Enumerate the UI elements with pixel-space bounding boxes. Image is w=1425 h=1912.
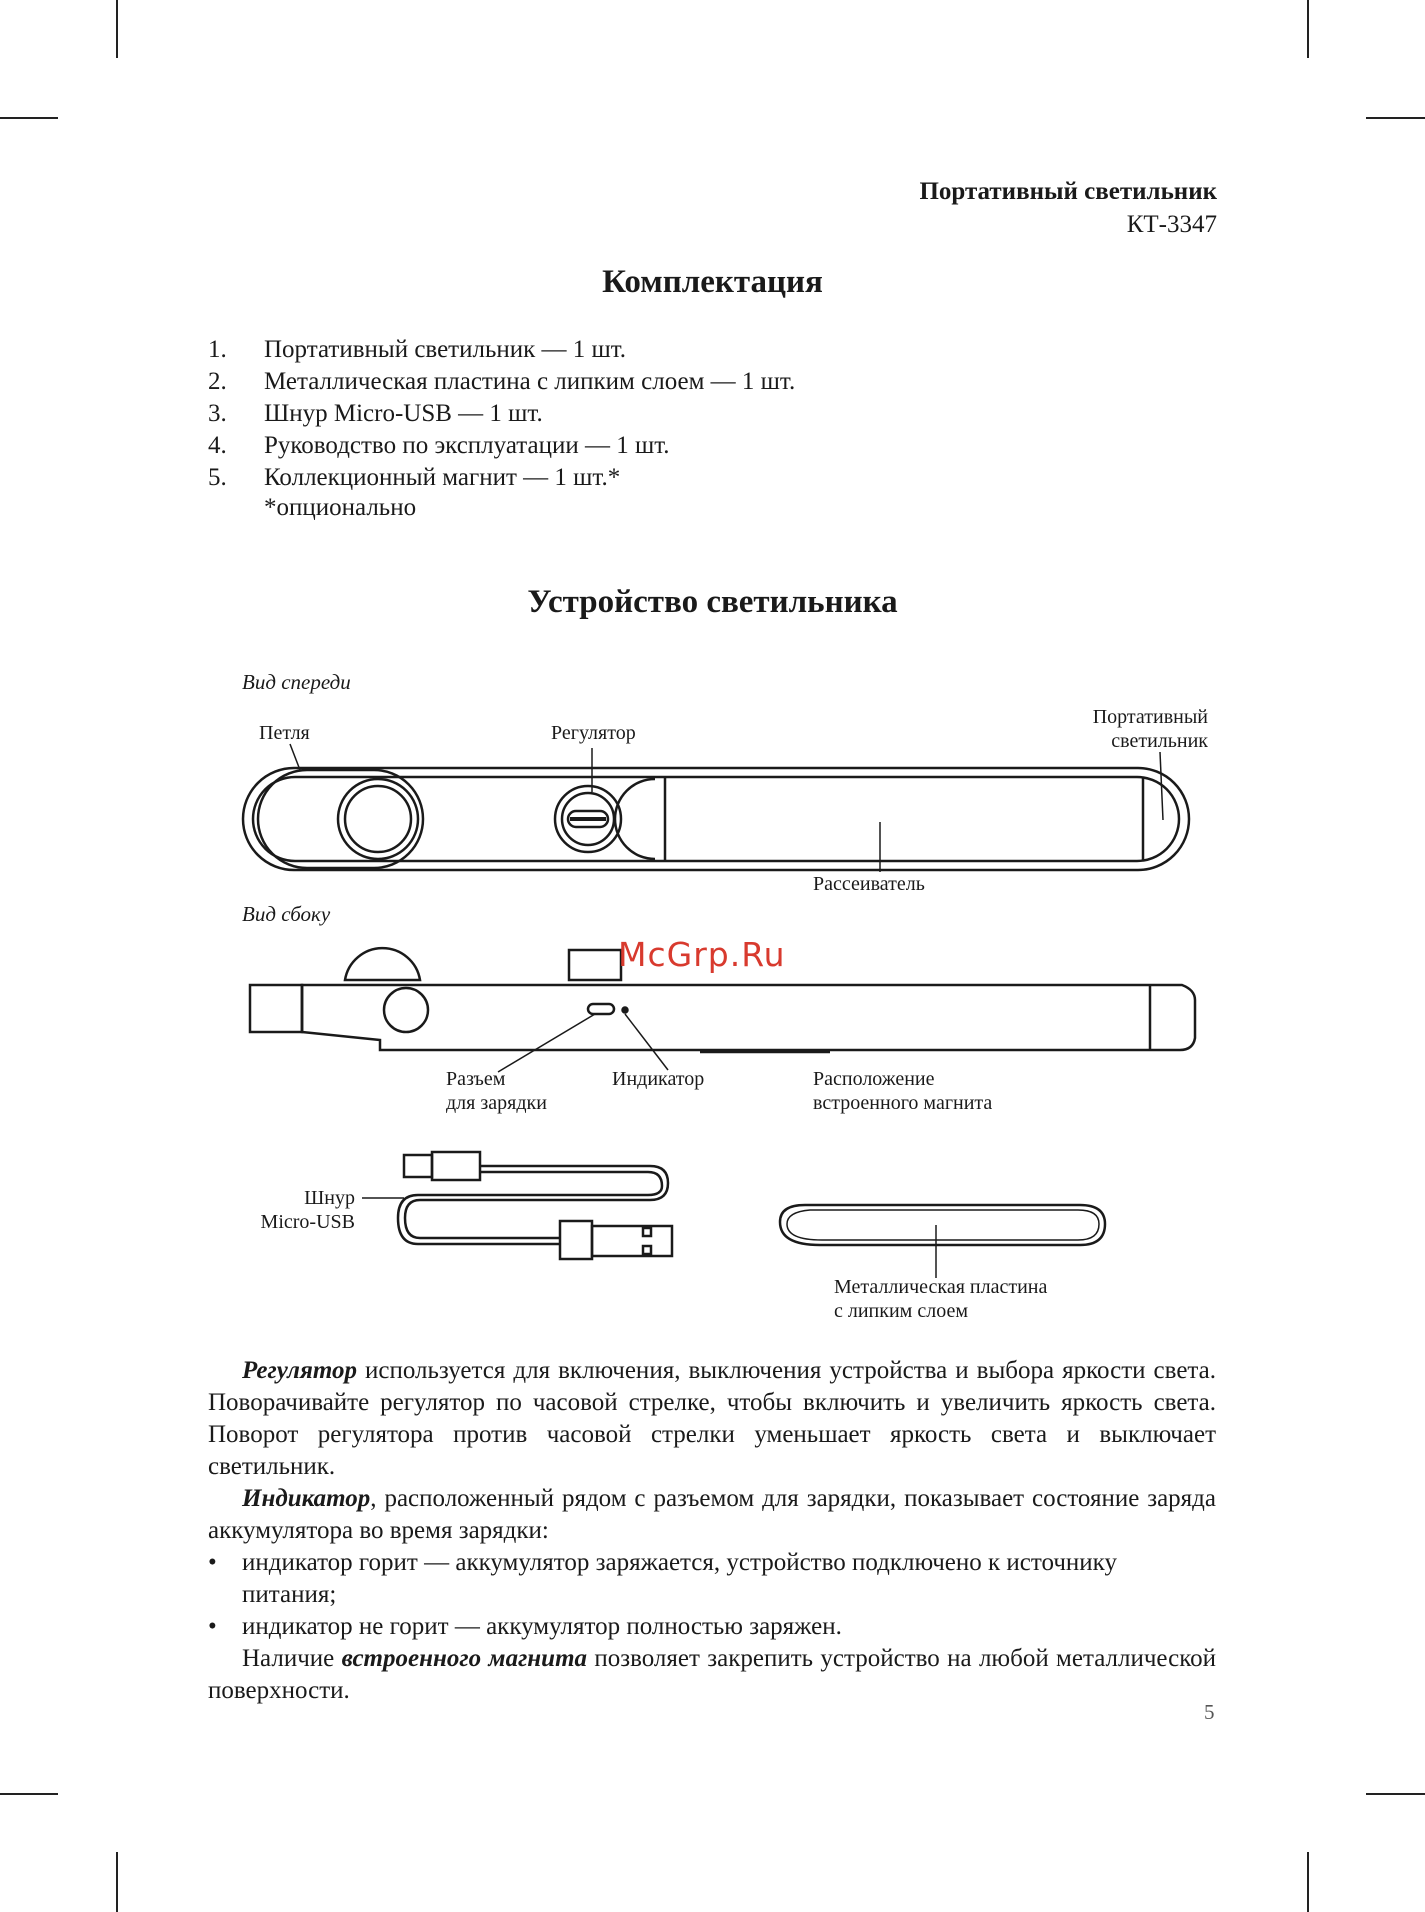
watermark: McGrp.Ru xyxy=(618,935,786,974)
paragraph-regulator: Регулятор используется для включения, выключения устройства и выбора яркости света. Поворачивайте регулятор по часовой стрелке, чтобы включить и увеличить яркость света. Поворот регулятора против часовой стрелки уменьшает яркость света и выключает светильник. xyxy=(208,1357,1216,1480)
crop-mark xyxy=(1366,1793,1425,1795)
crop-mark xyxy=(116,1852,118,1912)
usb-cable-drawing xyxy=(362,1152,672,1259)
front-view-drawing xyxy=(243,744,1189,872)
page-number: 5 xyxy=(1204,1700,1215,1724)
paragraph-magnet: Наличие встроенного магнита позволяет закрепить устройство на любой металлической поверхности. xyxy=(208,1645,1216,1704)
heading-contents: Комплектация xyxy=(602,264,823,300)
label-connector: Разъем для зарядки xyxy=(446,1068,547,1114)
label-magnet: Расположение встроенного магнита xyxy=(813,1068,993,1114)
list-item: 1. Портативный светильник — 1 шт. xyxy=(208,336,627,363)
list-item: • индикатор не горит — аккумулятор полностью заряжен. xyxy=(208,1613,842,1640)
list-item: 2. Металлическая пластина с липким слоем — 1 шт. xyxy=(208,368,796,395)
header-model: КТ-3347 xyxy=(1126,211,1217,238)
label-diffuser: Рассеиватель xyxy=(813,873,925,895)
indicator-states-list xyxy=(208,1547,1216,1643)
list-item: 4. Руководство по эксплуатации — 1 шт. xyxy=(208,432,670,459)
metal-plate-drawing xyxy=(780,1205,1105,1278)
list-item: • индикатор горит — аккумулятор заряжается, устройство подключено к источнику питания; xyxy=(208,1549,1117,1608)
label-loop: Петля xyxy=(259,722,310,744)
label-lamp: Портативный светильник xyxy=(1092,706,1208,752)
label-indicator: Индикатор xyxy=(612,1068,705,1090)
description-text xyxy=(208,1355,1216,1707)
label-cable: Шнур Micro-USB xyxy=(260,1187,355,1233)
caption-front-view: Вид спереди xyxy=(242,670,351,694)
list-item: 5. Коллекционный магнит — 1 шт.* xyxy=(208,464,621,491)
heading-device: Устройство светильника xyxy=(527,584,898,620)
crop-mark xyxy=(0,1793,58,1795)
label-regulator: Регулятор xyxy=(551,722,636,744)
list-item: 3. Шнур Micro-USB — 1 шт. xyxy=(208,400,543,427)
optional-note: *опционально xyxy=(264,494,417,521)
header-title: Портативный светильник xyxy=(919,178,1217,205)
paragraph-indicator: Индикатор, расположенный рядом с разъемом для зарядки, показывает состояние заряда аккумулятора во время зарядки: xyxy=(208,1485,1216,1544)
caption-side-view: Вид сбоку xyxy=(242,902,331,926)
label-plate: Металлическая пластина с липким слоем xyxy=(834,1276,1048,1322)
crop-mark xyxy=(1307,1852,1309,1912)
